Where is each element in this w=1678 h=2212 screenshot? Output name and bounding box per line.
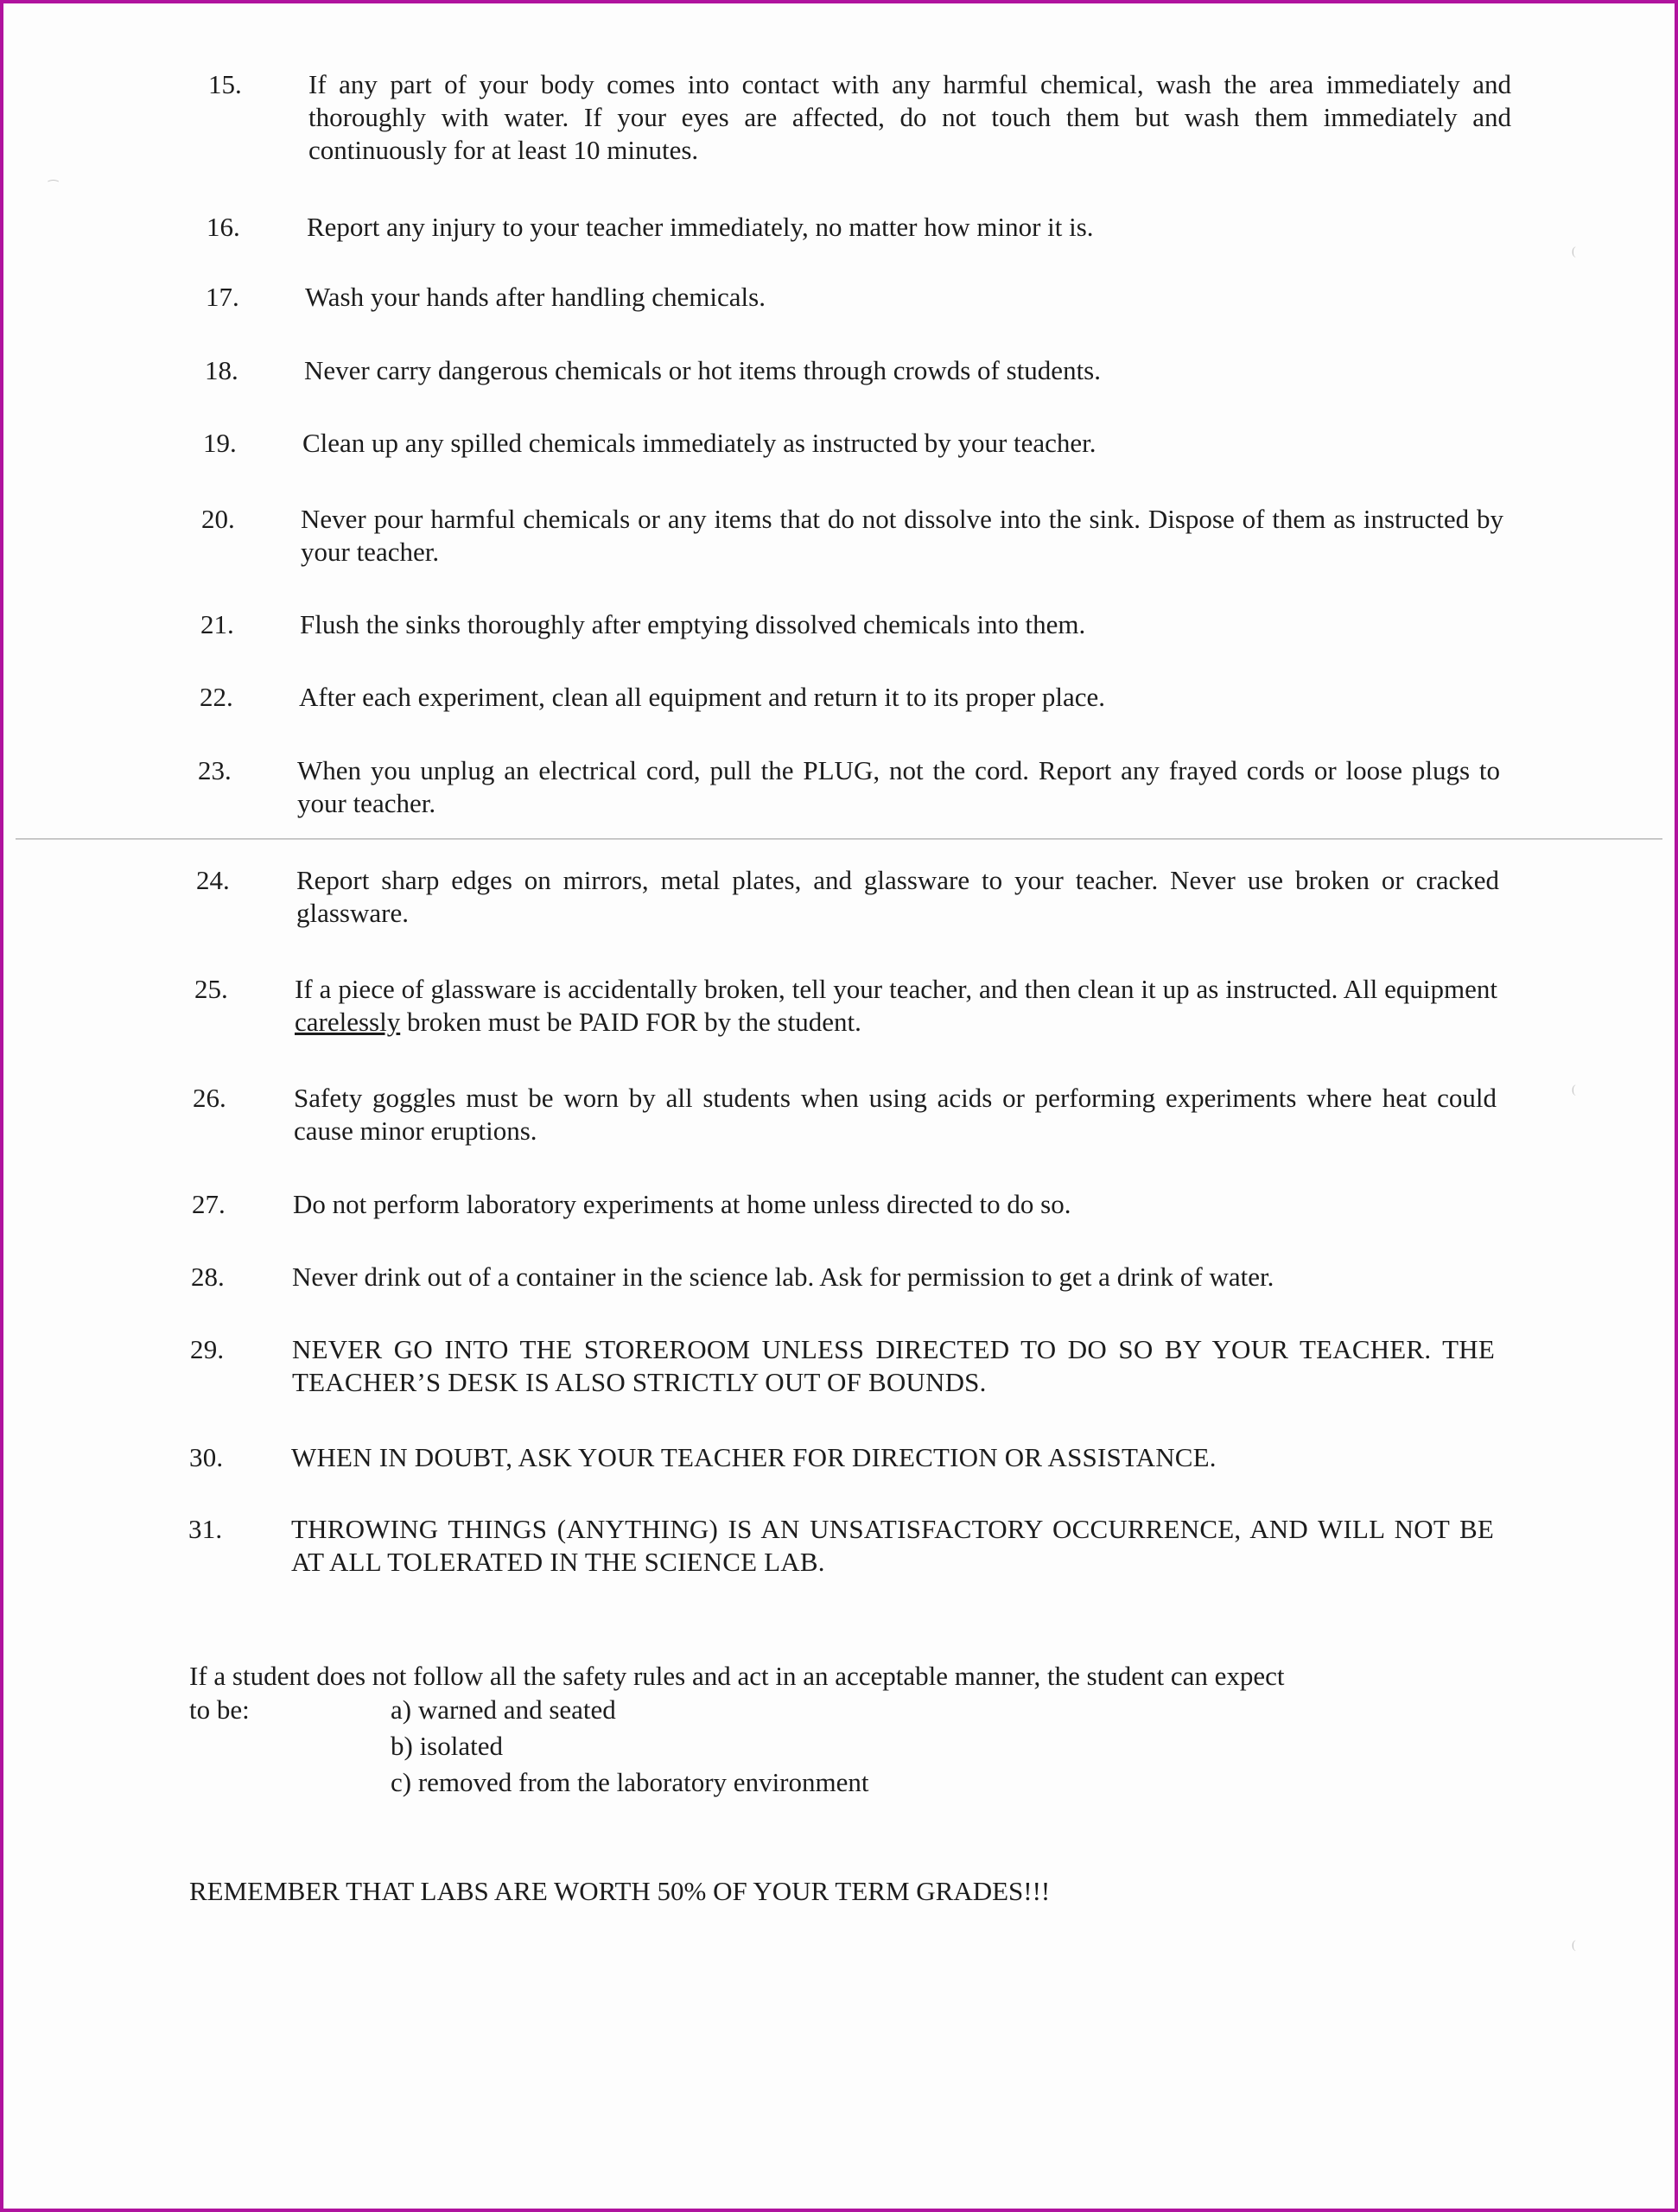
rule-number: 22. [200, 682, 233, 712]
consequences-lead: to be: [189, 1694, 250, 1725]
consequence-option: c) removed from the laboratory environment [391, 1767, 869, 1797]
rule-number: 31. [188, 1514, 223, 1544]
rule-number: 25. [194, 974, 228, 1004]
underlined-word: carelessly [295, 1007, 401, 1037]
rule-text: Flush the sinks thoroughly after emptying dissolved chemicals into them. [300, 609, 1086, 639]
rule-text-part: If a piece of glassware is accidentally broken, tell your teacher, and then clean it up as instructed. All equipment [295, 974, 1497, 1004]
rule-text: Report sharp edges on mirrors, metal plates, and glassware to your teacher. Never use broken or cracked glassware. [296, 865, 1499, 928]
rule-number: 17. [206, 282, 239, 312]
rule-text: Do not perform laboratory experiments at home unless directed to do so. [293, 1189, 1071, 1219]
rule-text: Never pour harmful chemicals or any items that do not dissolve into the sink. Dispose of them as instructed by your teacher. [301, 504, 1503, 567]
rule-number: 21. [200, 609, 234, 639]
rule-number: 29. [190, 1334, 225, 1364]
rule-number: 30. [189, 1442, 224, 1472]
rule-number: 18. [205, 355, 238, 385]
rule-number: 28. [191, 1262, 225, 1292]
rule-text: Safety goggles must be worn by all students when using acids or performing experiments where heat could cause minor eruptions. [294, 1083, 1497, 1146]
rule-text: Never drink out of a container in the science lab. Ask for permission to get a drink of water. [292, 1262, 1274, 1292]
rule-text: Wash your hands after handling chemicals. [305, 282, 766, 312]
rule-number: 24. [196, 865, 230, 895]
scan-speck: ( [1572, 1084, 1576, 1096]
rule-text [295, 973, 1497, 1039]
scan-speck: ( [1572, 1939, 1576, 1952]
scan-fold-line [16, 838, 1662, 840]
rule-number: 16. [207, 212, 240, 242]
rule-number: 23. [198, 755, 232, 785]
consequences-intro: If a student does not follow all the safety rules and act in an acceptable manner, the student can expect [189, 1661, 1285, 1691]
rule-number: 26. [193, 1083, 226, 1113]
rule-number: 15. [208, 69, 242, 99]
scan-speck: ⁀ [48, 181, 59, 194]
grade-reminder: REMEMBER THAT LABS ARE WORTH 50% OF YOUR TERM GRADES!!! [189, 1876, 1051, 1906]
rule-text: If any part of your body comes into contact with any harmful chemical, wash the area immediately and thoroughly with water. If your eyes are affected, do not touch them but wash them immediately and continuously for at least 10 minutes. [308, 69, 1511, 165]
rule-text: NEVER GO INTO THE STOREROOM UNLESS DIRECTED TO DO SO BY YOUR TEACHER. THE TEACHER’S DESK IS ALSO STRICTLY OUT OF BOUNDS. [292, 1334, 1495, 1397]
rule-text: After each experiment, clean all equipment and return it to its proper place. [299, 682, 1106, 712]
rule-text: WHEN IN DOUBT, ASK YOUR TEACHER FOR DIRECTION OR ASSISTANCE. [291, 1442, 1217, 1472]
scan-speck: ( [1572, 245, 1576, 258]
rule-text: THROWING THINGS (ANYTHING) IS AN UNSATISFACTORY OCCURRENCE, AND WILL NOT BE AT ALL TOLERATED IN THE SCIENCE LAB. [291, 1514, 1494, 1577]
rule-text: Clean up any spilled chemicals immediately as instructed by your teacher. [302, 428, 1096, 458]
rule-text: Report any injury to your teacher immediately, no matter how minor it is. [307, 212, 1094, 242]
rule-text-part: broken must be PAID FOR by the student. [400, 1007, 861, 1037]
rule-text: When you unplug an electrical cord, pull the PLUG, not the cord. Report any frayed cords or loose plugs to your teacher. [297, 755, 1500, 818]
rule-number: 27. [192, 1189, 226, 1219]
consequence-option: a) warned and seated [391, 1694, 616, 1725]
rule-text: Never carry dangerous chemicals or hot items through crowds of students. [304, 355, 1101, 385]
consequence-option: b) isolated [391, 1731, 503, 1761]
rule-number: 20. [201, 504, 235, 534]
rule-number: 19. [203, 428, 237, 458]
